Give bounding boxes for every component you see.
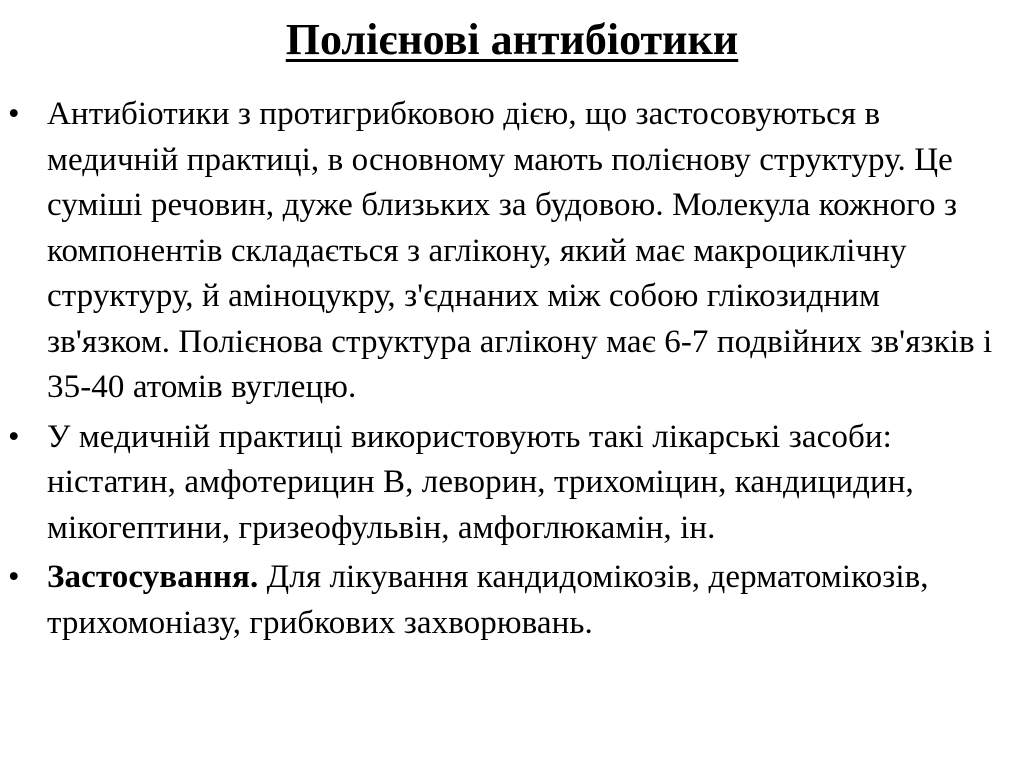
bullet-text: У медичній практиці використовують такі лікарські засоби: ністатин, амфотерицин В, леворин, трихоміцин, кандицидин, мікогептини, гризеофульвін, амфоглюкамін, ін. xyxy=(47,418,914,546)
slide-body xyxy=(0,92,1024,650)
slide-title-text: Полієнові антибіотики xyxy=(285,15,739,64)
bullet-dot-icon: • xyxy=(8,418,20,455)
bullet-item xyxy=(0,92,1024,411)
bullet-dot-icon: • xyxy=(8,96,20,132)
bullet-dot-icon: • xyxy=(8,559,20,595)
bullet-lead: Застосування. xyxy=(47,559,259,595)
bullet-text: Для лікування кандидомікозів, дерматомікозів, трихомоніазу, грибкових захворювань. xyxy=(47,559,929,641)
slide-title xyxy=(0,12,1024,68)
bullet-item xyxy=(0,415,1024,552)
bullet-text: Антибіотики з протигрибковою дією, що застосовуються в медичній практиці, в основному мають полієнову структуру. Це суміші речовин, дуже близьких за будовою. Молекула кожного з компонентів складається з аглікону, який має макроциклічну структуру, й аміноцукру, з'єднаних між собою глікозидним зв'язком. Полієнова структура аглікону має 6-7 подвійних зв'язків і 35-40 атомів вуглецю. xyxy=(47,96,993,405)
bullet-item xyxy=(0,555,1024,646)
